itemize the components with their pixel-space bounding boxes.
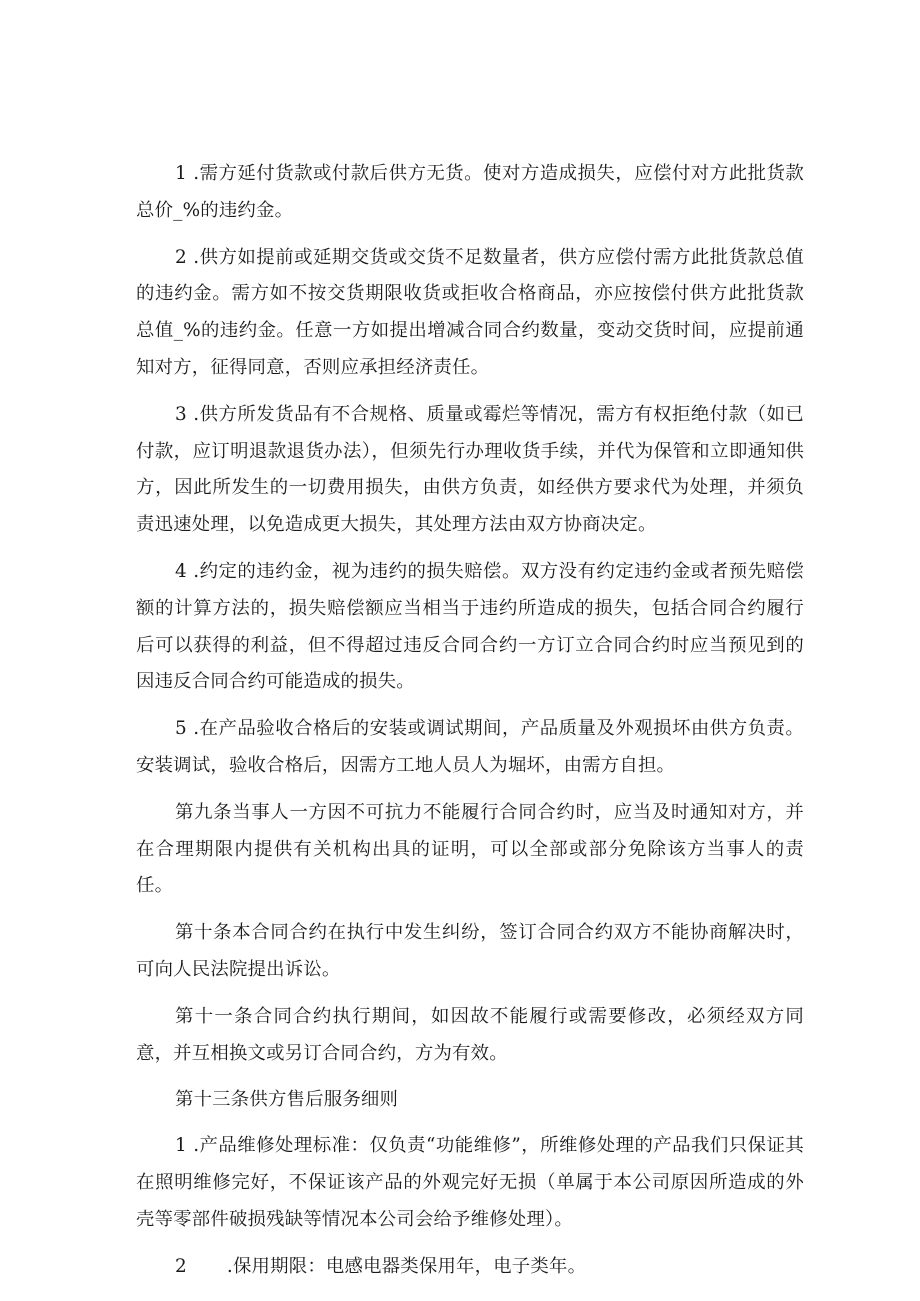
clause-paragraph: 第九条当事人一方因不可抗力不能履行合同合约时，应当及时通知对方，并在合理期限内提供有关机构出具的证明，可以全部或部分免除该方当事人的责任。	[136, 801, 804, 897]
clause-paragraph: 3 .供方所发货品有不合规格、质量或霉烂等情况，需方有权拒绝付款（如已付款，应订明退款退货办法），但须先行办理收货手续，并代为保管和立即通知供方，因此所发生的一切费用损失，由供方负责，如经供方要求代为处理，并须负责迅速处理，以免造成更大损失，其处理方法由双方协商决定。	[136, 403, 804, 536]
clause-paragraph: 第十条本合同合约在执行中发生纠纷，签订合同合约双方不能协商解决时，可向人民法院提出诉讼。	[136, 922, 804, 980]
clause-paragraph: 1 .产品维修处理标准：仅负责“功能维修”，所维修处理的产品我们只保证其在照明维修完好，不保证该产品的外观完好无损（单属于本公司原因所造成的外壳等零部件破损残缺等情况本公司会给予维修处理）。	[136, 1135, 804, 1230]
clause-paragraph: 第十一条合同合约执行期间，如因故不能履行或需要修改，必须经双方同意，并互相换文或另订合同合约，方为有效。	[136, 1005, 804, 1064]
item-text: .保用期限：电感电器类保用年，电子类年。	[226, 1255, 587, 1277]
clause-paragraph: 5 .在产品验收合格后的安装或调试期间，产品质量及外观损坏由供方负责。安装调试，验收合格后，因需方工地人员人为堀坏，由需方自担。	[136, 718, 804, 776]
warranty-period-item	[136, 1249, 804, 1286]
clause-paragraph: 2 .供方如提前或延期交货或交货不足数量者，供方应偿付需方此批货款总值的违约金。需方如不按交货期限收货或拒收合格商品，亦应按偿付供方此批货款总值_%的违约金。任意一方如提出增减合同合约数量，变动交货时间，应提前通知对方，征得同意，否则应承担经济责任。	[136, 246, 804, 378]
contract-body	[136, 156, 804, 1294]
clause-paragraph: 1 .需方延付货款或付款后供方无货。使对方造成损失，应偿付对方此批货款总价_%的违约金。	[136, 163, 804, 221]
item-number: 2	[175, 1255, 187, 1277]
section-heading: 第十三条供方售后服务细则	[175, 1089, 399, 1111]
clause-paragraph: 4 .约定的违约金，视为违约的损失赔偿。双方没有约定违约金或者预先赔偿额的计算方法的，损失赔偿额应当相当于违约所造成的损失，包括合同合约履行后可以获得的利益，但不得超过违反合同合约一方订立合同合约时应当预见到的因违反合同合约可能造成的损失。	[136, 560, 804, 693]
